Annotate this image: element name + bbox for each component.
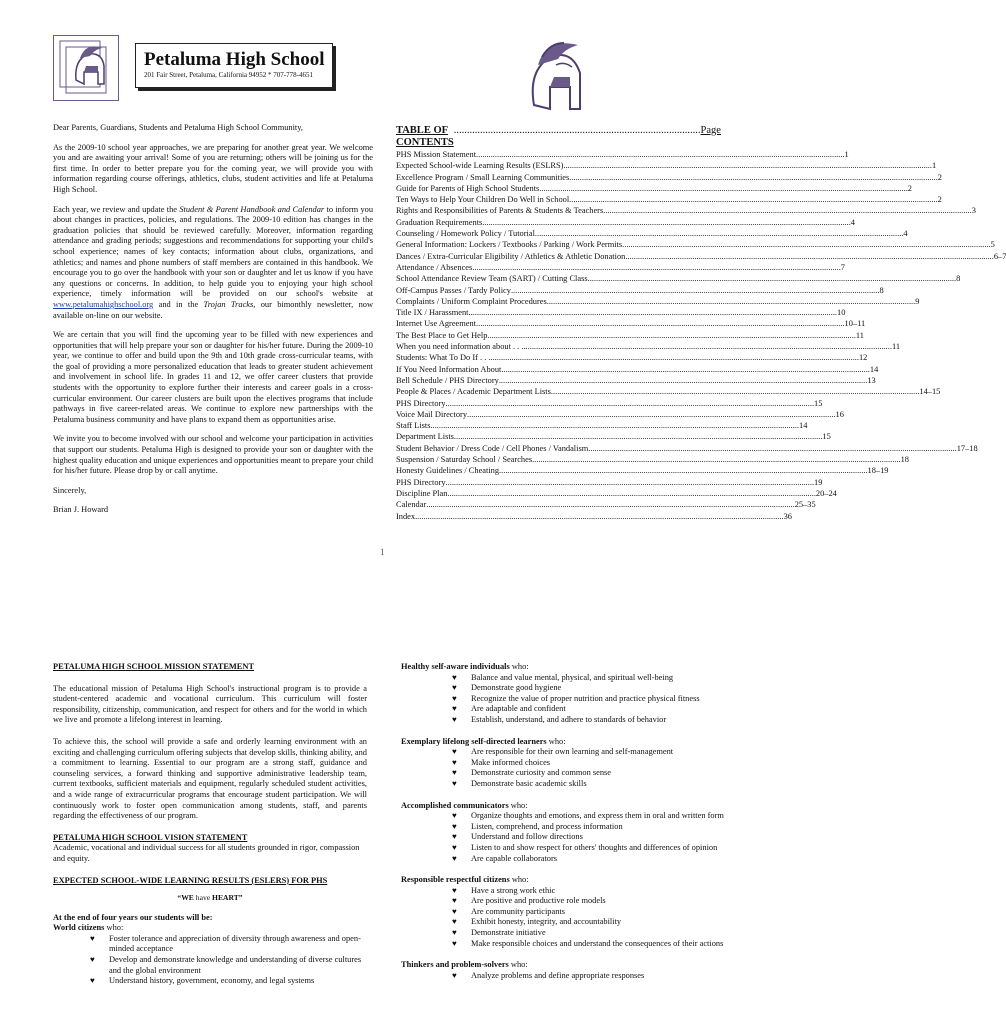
eslers-motto — [53, 893, 367, 904]
toc-entry-label: Department Lists — [396, 432, 454, 442]
toc-entry — [396, 205, 976, 216]
motto-heart: HEART” — [212, 893, 243, 903]
toc-entry — [396, 499, 816, 510]
mission-section — [53, 662, 367, 987]
school-address: 201 Fair Street, Petaluma, California 94952 * 707-778-4651 — [144, 71, 313, 79]
letter-paragraph: We invite you to become involved with our school and welcome your participation in activities that support our students. Petaluma High is designed to provide your son or daughter with the highest quality education and unique experiences and opportunities meant to prepare your child for his/her future. Please drop by or call anytime. — [53, 434, 374, 476]
bullet-item: ♥ Demonstrate basic academic skills — [452, 779, 757, 790]
bullet-item: ♥ Demonstrate curiosity and common sense — [452, 768, 757, 779]
toc-entry — [396, 341, 901, 352]
letter-text: , our bimonthly newsletter, now available on-line on our website. — [53, 299, 373, 320]
school-logo-left — [53, 35, 119, 101]
bullet-item: ♥ Are community participants — [452, 907, 742, 918]
toc-entry — [396, 330, 864, 341]
toc-entry-label: Excellence Program / Small Learning Communities — [396, 172, 570, 182]
toc-entry-label: The Best Place to Get Help — [396, 330, 488, 340]
toc-entry — [396, 307, 846, 318]
bullet-item: ♥ Demonstrate good hygiene — [452, 683, 757, 694]
mission-paragraph: The educational mission of Petaluma High School's instructional program is to provide a student-centered academic and vocational curriculum. This curriculum will foster responsibility, citizenship, communication, and respect for others and for the world in which we live and promote a lifelong interest in learning. — [53, 683, 367, 725]
toc-entry — [396, 318, 866, 329]
group-title-exemplary — [401, 737, 757, 748]
toc-entry-label: Honesty Guidelines / Cheating — [396, 466, 500, 476]
toc-entry-label: Calendar — [396, 500, 427, 510]
bullet-item: ♥ Recognize the value of proper nutrition and practice physical fitness — [452, 694, 757, 705]
toc-entry-page: 14–15 — [919, 387, 941, 397]
toc-entry-label: Graduation Requirements — [396, 217, 483, 227]
bullet-item: ♥ Establish, understand, and adhere to standards of behavior — [452, 715, 757, 726]
bullet-item: ♥ Are positive and productive role models — [452, 896, 742, 907]
bullet-item: ♥ Understand history, government, economy, and legal systems — [90, 976, 367, 987]
bullet-item: ♥ Analyze problems and define appropriate responses — [452, 971, 757, 982]
toc-entry-label: Off-Campus Passes / Tardy Policy — [396, 285, 511, 295]
bullet-item: ♥ Are responsible for their own learning and self-management — [452, 747, 757, 758]
toc-entry-page: 2 — [937, 172, 942, 182]
toc-entry-label: Bell Schedule / PHS Directory — [396, 375, 499, 385]
exemplary-list — [452, 747, 757, 789]
toc-entry — [396, 296, 920, 307]
bullet-item: ♥ Exhibit honesty, integrity, and accountability — [452, 917, 742, 928]
group-label: Exemplary lifelong self-directed learners — [401, 736, 547, 746]
toc-entry-page: 11 — [855, 330, 864, 340]
motto-have: have — [195, 893, 211, 903]
table-of-contents — [396, 125, 1006, 522]
eslers-groups — [401, 662, 757, 981]
toc-entry — [396, 443, 978, 454]
handbook-title: Student & Parent Handbook and Calendar — [179, 204, 325, 214]
toc-entry-label: If You Need Information About — [396, 364, 502, 374]
toc-entry — [396, 465, 889, 476]
accomplished-list — [452, 811, 742, 864]
toc-entry-page: 10–11 — [844, 319, 866, 329]
toc-entry — [396, 172, 942, 183]
toc-entry-label: People & Places / Academic Department Lists — [396, 387, 551, 397]
toc-entry-page: 7 — [840, 262, 845, 272]
toc-entry-page: 18–19 — [867, 466, 889, 476]
bullet-item: ♥ Organize thoughts and emotions, and express them in oral and written form — [452, 811, 742, 822]
toc-entry — [396, 409, 844, 420]
toc-entry — [396, 364, 879, 375]
group-who: who: — [510, 800, 528, 810]
toc-entry — [396, 511, 792, 522]
toc-entry-label: Expected School-wide Learning Results (ESLRS) — [396, 161, 564, 171]
letter-text: and in the — [158, 299, 199, 309]
trojan-helmet-icon — [54, 36, 118, 100]
toc-entry-page: 9 — [915, 296, 920, 306]
toc-entry-page: 18 — [900, 455, 909, 465]
toc-entry-label: Student Behavior / Dress Code / Cell Phones / Vandalism — [396, 443, 589, 453]
toc-entry — [396, 285, 884, 296]
toc-entry-page: 4 — [850, 217, 855, 227]
toc-entry-page: 4 — [903, 229, 908, 239]
toc-entry-label: Ten Ways to Help Your Children Do Well in School — [396, 195, 570, 205]
group-title-responsible — [401, 875, 757, 886]
group-who: who: — [510, 960, 528, 970]
toc-entry-label: Attendance / Absences — [396, 262, 473, 272]
toc-entry — [396, 488, 837, 499]
toc-entry — [396, 352, 868, 363]
toc-entry — [396, 239, 995, 250]
group-title-accomplished — [401, 801, 757, 812]
bullet-item: ♥ Foster tolerance and appreciation of diversity through awareness and open-minded acceptance — [90, 934, 367, 955]
motto-we: “WE — [177, 893, 194, 903]
eslers-heading: EXPECTED SCHOOL-WIDE LEARNING RESULTS (ESLERS) FOR PHS — [53, 875, 328, 885]
toc-entry-label: Staff Lists — [396, 421, 431, 431]
toc-entry — [396, 251, 1006, 262]
toc-entry-page: 11 — [891, 342, 901, 352]
toc-entry — [396, 228, 908, 239]
bullet-item: ♥ Listen, comprehend, and process information — [452, 822, 742, 833]
toc-title: TABLE OF CONTENTS — [396, 125, 454, 148]
bullet-item: ♥ Develop and demonstrate knowledge and understanding of diverse cultures and the global environment — [90, 955, 367, 976]
toc-entry-page: 10 — [837, 308, 846, 318]
toc-entry-label: Rights and Responsibilities of Parents & Students & Teachers — [396, 206, 604, 216]
letter-closing: Sincerely, — [53, 485, 87, 495]
letter-text: Each year, we review and update the — [53, 204, 178, 214]
letter-paragraph — [53, 205, 373, 322]
letter-text: to inform you about changes in practices, policies, and regulations. The 2009-10 edition has changes in the graduation policies that should be reviewed carefully. Moreover, information regarding attendance and grading periods; suggestions and recommendations for supporting your child's school experience; names of key contacts; information about clubs, organizations, and athletics; and names and phone numbers of staff members are contained in this handbook. We encourage you to go over the handbook with your son or daughter and let us know if you have any questions or concerns. In addition, to help guide you to enjoying your high school experience, timely information will be provided on our school's website at — [53, 204, 374, 299]
toc-entry — [396, 454, 909, 465]
toc-entry — [396, 149, 849, 160]
toc-entry-label: Discipline Plan — [396, 488, 448, 498]
group-who: who: — [106, 923, 124, 933]
toc-entry-page: 15 — [822, 432, 831, 442]
bullet-item: ♥ Balance and value mental, physical, and spiritual well-being — [452, 673, 757, 684]
group-label: Accomplished communicators — [401, 800, 509, 810]
thinkers-list — [452, 971, 757, 982]
trojan-helmet-icon — [520, 35, 590, 117]
toc-entry — [396, 194, 942, 205]
toc-entry-label: PHS Directory — [396, 398, 446, 408]
school-title-box — [135, 43, 333, 88]
group-label: Healthy self-aware individuals — [401, 662, 510, 671]
responsible-list — [452, 886, 742, 950]
toc-list — [396, 149, 1006, 522]
toc-entry — [396, 386, 941, 397]
school-website-link[interactable]: www.petalumahighschool.org — [53, 299, 154, 309]
group-title-thinkers — [401, 960, 757, 971]
toc-entry — [396, 183, 912, 194]
school-name: Petaluma High School — [144, 49, 325, 70]
toc-entry-label: Students: What To Do If . . . — [396, 353, 491, 363]
toc-entry-page: 15 — [814, 398, 823, 408]
page-number: 1 — [380, 547, 385, 557]
group-label: World citizens — [53, 923, 105, 933]
newsletter-title: Trojan Tracks — [203, 299, 254, 309]
group-title-healthy — [401, 662, 757, 673]
world-citizens-list — [90, 934, 367, 987]
toc-entry — [396, 160, 937, 171]
welcome-letter — [53, 123, 373, 516]
toc-entry-label: Index — [396, 511, 416, 521]
toc-entry-page: 1 — [931, 161, 937, 171]
bullet-item: ♥ Listen to and show respect for others' thoughts and differences of opinion — [452, 843, 742, 854]
toc-entry-label: Counseling / Homework Policy / Tutorial — [396, 229, 535, 239]
toc-entry-page: 17–18 — [956, 443, 978, 453]
toc-header: TABLE OF CONTENTS .............................................................................................. Page — [396, 125, 721, 148]
toc-entry-page: 13 — [867, 375, 876, 385]
bullet-item: ♥ Demonstrate initiative — [452, 928, 742, 939]
toc-entry-page: 36 — [783, 511, 792, 521]
bullet-item: ♥ Make informed choices — [452, 758, 757, 769]
toc-entry-label: Internet Use Agreement — [396, 319, 476, 329]
toc-entry-page: 8 — [879, 285, 884, 295]
toc-entry-page: 3 — [971, 206, 976, 216]
toc-entry-page: 5 — [990, 240, 995, 250]
toc-entry-page: 2 — [937, 195, 942, 205]
toc-entry — [396, 431, 831, 442]
toc-entry-page: 19 — [814, 477, 823, 487]
toc-entry-page: 25–35 — [794, 500, 816, 510]
toc-entry-label: School Attendance Review Team (SART) / Cutting Class — [396, 274, 588, 284]
bullet-item: ♥ Understand and follow directions — [452, 832, 742, 843]
toc-entry-label: Guide for Parents of High School Students — [396, 183, 540, 193]
toc-entry-page: 12 — [858, 353, 868, 363]
healthy-list — [452, 673, 757, 726]
bullet-item: ♥ Are capable collaborators — [452, 854, 742, 865]
toc-entry-label: Voice Mail Directory — [396, 409, 468, 419]
letter-paragraph: We are certain that you will find the upcoming year to be filled with new experiences and opportunities that will help prepare your son or daughter for his/her future. During the 2009-10 year, we continue to offer and build upon the 9th and 10th grade cross-curricular teams, with the goal of providing a more personalized education that leads to greater student achievement and involvement in school life. In grades 11 and 12, we offer career clusters that provide students with the opportunity to explore further their interests and career goals in a cross-curricular environment. Our career clusters are built upon the electives programs that include pathways in five career-related areas. We continue to explore new partnerships with the Petaluma business community and have plans to expand them as opportunities arise. — [53, 330, 373, 424]
mission-heading: PETALUMA HIGH SCHOOL MISSION STATEMENT — [53, 662, 255, 671]
toc-entry — [396, 217, 855, 228]
toc-entry — [396, 273, 961, 284]
toc-entry-page: 16 — [835, 409, 844, 419]
eslers-intro: At the end of four years our students will be: — [53, 912, 213, 922]
group-label: Thinkers and problem-solvers — [401, 960, 509, 970]
toc-entry-page: 20–24 — [815, 488, 837, 498]
toc-entry — [396, 375, 876, 386]
letter-signature: Brian J. Howard — [53, 505, 109, 515]
toc-entry-label: Suspension / Saturday School / Searches — [396, 455, 533, 465]
toc-entry-label: When you need information about . . . — [396, 342, 524, 352]
toc-entry-label: Title IX / Harassment — [396, 308, 469, 318]
toc-entry — [396, 477, 823, 488]
toc-entry — [396, 398, 823, 409]
group-title-world — [53, 923, 367, 934]
toc-page-label: Page — [700, 125, 721, 136]
toc-entry-page: 6–7 — [993, 251, 1006, 261]
mission-paragraph: To achieve this, the school will provide a safe and orderly learning environment with an exciting and challenging curriculum offering subjects that develop skills, thinking ability, and a commitment to learning. Essential to our program are a strong staff, guidance and counseling services, a forward thinking and supportive administrative leadership team, current textbooks, sufficient materials and equipment, regularly scheduled student activities, and a wide range of extracurricular programs that encourage student participation. We will continuously work to foster open communication among students, staff, and parents regarding the effectiveness of our program. — [53, 736, 367, 821]
toc-entry-label: PHS Directory — [396, 477, 446, 487]
school-logo-right — [520, 35, 590, 117]
vision-text: Academic, vocational and individual success for all students grounded in rigor, compassion and equity. — [53, 843, 360, 863]
toc-entry-label: General Information: Lockers / Textbooks / Parking / Work Permits — [396, 240, 623, 250]
bullet-item: ♥ Make responsible choices and understand the consequences of their actions — [452, 939, 742, 950]
letter-greeting: Dear Parents, Guardians, Students and Petaluma High School Community, — [53, 123, 303, 132]
bullet-item: ♥ Have a strong work ethic — [452, 886, 742, 897]
group-who: who: — [548, 736, 566, 746]
toc-entry-page: 14 — [869, 364, 879, 374]
toc-entry-page: 2 — [907, 183, 912, 193]
toc-entry — [396, 262, 845, 273]
toc-entry-page: 14 — [799, 421, 808, 431]
vision-heading: PETALUMA HIGH SCHOOL VISION STATEMENT — [53, 832, 248, 842]
toc-entry-label: PHS Mission Statement — [396, 150, 477, 159]
toc-entry-label: Complaints / Uniform Complaint Procedures — [396, 296, 547, 306]
toc-entry-page: 8 — [956, 274, 961, 284]
group-label: Responsible respectful citizens — [401, 875, 510, 885]
group-who: who: — [511, 662, 529, 671]
group-who: who: — [511, 875, 529, 885]
toc-entry-page: 1 — [844, 150, 849, 159]
letter-paragraph: As the 2009-10 school year approaches, we are preparing for another great year. We welcome you and are awaiting your arrival! Some of you are returning; others will be joining us for the first time. In order to better prepare you for the coming year, we will provide you with information regarding course offerings, athletics, clubs, student activities and life at Petaluma High School. — [53, 142, 373, 194]
bullet-item: ♥ Are adaptable and confident — [452, 704, 757, 715]
toc-entry — [396, 420, 808, 431]
toc-entry-label: Dances / Extra-Curricular Eligibility / Athletics & Athletic Donation — [396, 251, 626, 261]
